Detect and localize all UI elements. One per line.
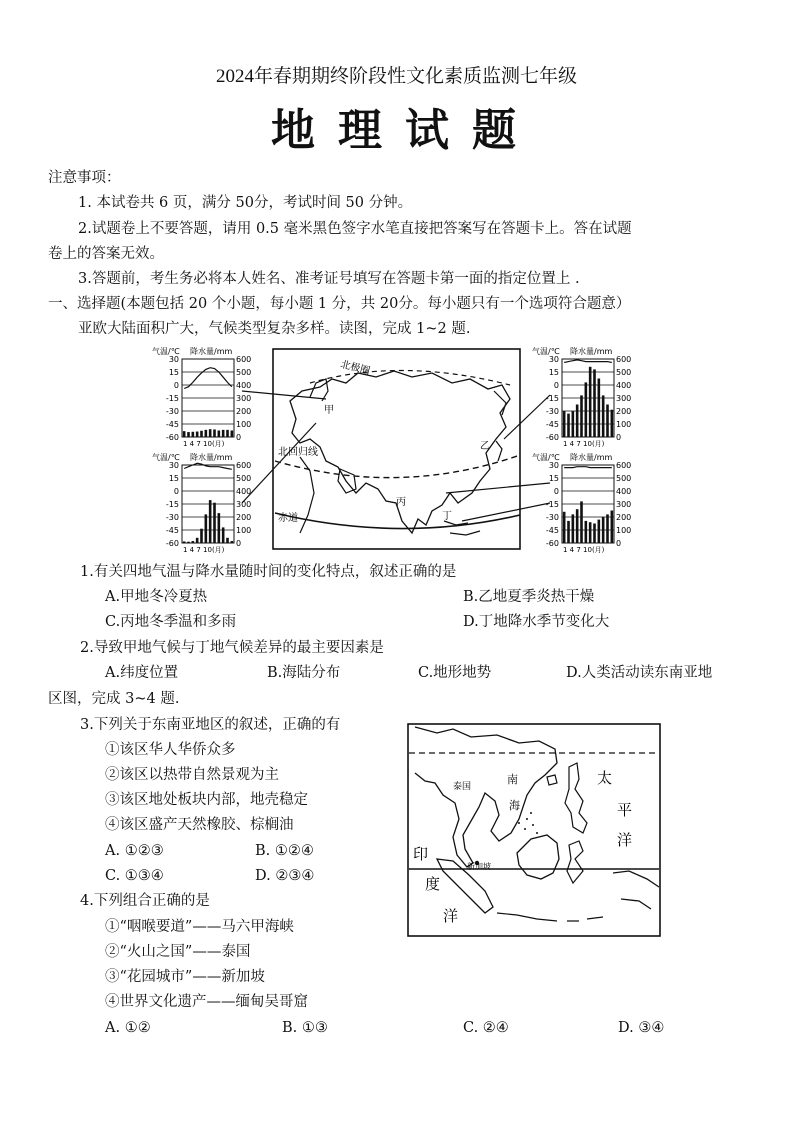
axis-title-precip: 降水量/mm [570,347,613,356]
q3-stem: 3.下列关于东南亚地区的叙述，正确的有 [80,717,341,733]
climate-chart-ding [532,452,631,554]
temp-tick-label: -30 [165,513,179,522]
precip-bar [606,514,609,543]
q3-statement-3: ③该区地处板块内部，地壳稳定 [105,792,308,808]
q2-option-a: A.纬度位置 [105,665,179,681]
label-singapore: 新加坡 [467,862,491,871]
precip-bar [218,431,221,438]
exam-subtitle: 2024年春期期终阶段性文化素质监测七年级 [215,66,577,87]
q4-statement-1: ①“咽喉要道”——马六甲海峡 [105,919,294,935]
temp-tick-label: -60 [165,433,179,442]
temp-tick-label: -30 [165,407,179,416]
month-tick-labels: 1 4 7 10(月) [183,440,225,448]
temp-tick-label: 30 [548,461,559,470]
month-tick-labels: 1 4 7 10(月) [183,546,225,554]
temp-tick-label: 0 [173,487,179,496]
precip-tick-label: 400 [236,487,252,496]
label-ding: 丁 [442,511,452,522]
label-indian-1: 印 [413,845,429,863]
precip-tick-label: 600 [616,461,632,470]
q2-option-d: D.人类活动读东南亚地 [566,665,713,681]
precip-bar [580,501,583,543]
temp-tick-label: 15 [168,474,179,483]
q1-stem: 1.有关四地气温与降水量随时间的变化特点，叙述正确的是 [80,564,457,580]
precip-bar [222,527,225,543]
label-thailand: 泰国 [453,782,472,792]
q4-option-d: D. ③④ [618,1020,665,1036]
precip-bar [196,432,199,437]
climate-chart-yi [532,346,631,448]
precip-tick-label: 500 [616,474,632,483]
precip-bar [611,410,614,437]
precip-tick-label: 200 [616,513,632,522]
precip-bar [218,513,221,543]
temp-tick-label: -45 [165,420,179,429]
arctic-circle-label: 北极圈 [339,359,372,378]
precip-bar [598,379,601,438]
precip-tick-label: 0 [616,433,622,442]
temp-tick-label: 30 [548,355,559,364]
precip-tick-label: 300 [616,500,632,509]
precip-tick-label: 100 [616,420,632,429]
precip-bar [209,500,212,543]
precip-tick-label: 500 [236,368,252,377]
precip-tick-label: 600 [616,355,632,364]
precip-bar [226,538,229,543]
precip-tick-label: 0 [616,539,622,548]
axis-title-precip: 降水量/mm [570,453,613,462]
axis-title-precip: 降水量/mm [190,347,233,356]
precip-bar [572,411,575,437]
notes-heading: 注意事项： [48,170,121,186]
precip-bar [226,430,229,437]
temp-tick-label: -45 [545,526,559,535]
tropic-label: 北回归线 [278,447,318,458]
label-indian-3: 洋 [443,907,459,925]
axis-title-temp: 气温/℃ [532,453,560,462]
precip-bar [598,520,601,543]
label-jia: 甲 [324,405,334,416]
climate-chart-bing [152,452,251,554]
q3-option-c: C. ①③④ [105,868,164,884]
precip-bar [209,429,212,437]
section-intro: 亚欧大陆面积广大，气候类型复杂多样。读图，完成 1~2 题. [78,321,471,337]
note-1: 1. 本试卷共 6 页，满分 50分，考试时间 50 分钟。 [78,195,413,211]
temp-tick-label: -30 [545,407,559,416]
q2-option-c: C.地形地势 [418,665,492,681]
axis-title-temp: 气温/℃ [152,347,180,356]
q3-4-intro: 区图，完成 3~4 题. [48,691,180,707]
month-tick-labels: 1 4 7 10(月) [563,546,605,554]
q3-option-a: A. ①②③ [105,843,164,859]
precip-bar [593,524,596,544]
precip-tick-label: 200 [236,407,252,416]
precip-bar [192,541,195,543]
q3-option-b: B. ①②④ [255,843,314,859]
precip-bar [187,542,190,543]
equator-label: 赤道 [278,513,298,524]
precip-tick-label: 500 [616,368,632,377]
precip-tick-label: 100 [236,526,252,535]
precip-bar [213,503,216,543]
axis-title-temp: 气温/℃ [152,453,180,462]
precip-bar [183,431,186,437]
temp-tick-label: -30 [545,513,559,522]
precip-bar [213,429,216,437]
precip-tick-label: 200 [236,513,252,522]
q2-option-b: B.海陆分布 [267,665,341,681]
q2-stem: 2.导致甲地气候与丁地气候差异的最主要因素是 [80,640,384,656]
precip-bar [593,369,596,437]
q4-option-c: C. ②④ [463,1020,509,1036]
precip-bar [563,411,566,437]
precip-bar [572,514,575,543]
precip-bar [200,529,203,543]
q4-option-a: A. ①② [105,1020,151,1036]
axis-title-precip: 降水量/mm [190,453,233,462]
precip-tick-label: 300 [236,394,252,403]
precip-bar [580,395,583,437]
temp-tick-label: 30 [168,355,179,364]
label-south-china-sea-2: 海 [509,799,520,812]
precip-bar [602,395,605,437]
temp-tick-label: -60 [165,539,179,548]
precip-tick-label: 600 [236,355,252,364]
precip-bar [589,522,592,543]
temp-tick-label: -45 [545,420,559,429]
precip-bar [205,514,208,543]
sea-map-frame [408,724,660,936]
precip-bar [231,541,234,543]
precip-tick-label: 300 [616,394,632,403]
precip-tick-label: 400 [616,381,632,390]
precip-tick-label: 100 [236,420,252,429]
q4-statement-4: ④世界文化遗产——缅甸吴哥窟 [105,994,308,1010]
temp-tick-label: -15 [165,500,179,509]
note-3: 3.答题前，考生务必将本人姓名、准考证号填写在答题卡第一面的指定位置上 . [78,271,580,287]
precip-bar [563,512,566,543]
q4-stem: 4.下列组合正确的是 [80,893,210,909]
precip-bar [567,414,570,437]
note-2-line2: 卷上的答案无效。 [48,246,164,262]
precip-bar [576,509,579,543]
q1-option-d: D.丁地降水季节变化大 [463,614,610,630]
temp-tick-label: -15 [545,500,559,509]
precip-tick-label: 100 [616,526,632,535]
q3-option-d: D. ②③④ [255,868,315,884]
temp-tick-label: 0 [173,381,179,390]
precip-bar [231,431,234,438]
southeast-asia-map [407,723,661,937]
precip-tick-label: 200 [616,407,632,416]
temp-tick-label: 15 [168,368,179,377]
q1-option-a: A.甲地冬冷夏热 [105,589,208,605]
precip-bar [611,511,614,544]
axis-title-temp: 气温/℃ [532,347,560,356]
precip-tick-label: 400 [236,381,252,390]
q3-statement-4: ④该区盛产天然橡胶、棕榈油 [105,817,294,833]
month-tick-labels: 1 4 7 10(月) [563,440,605,448]
label-indian-2: 度 [425,875,441,893]
precip-bar [602,517,605,543]
temp-tick-label: 0 [553,381,559,390]
eurasia-climate-figure [150,343,632,554]
temp-tick-label: 0 [553,487,559,496]
label-pacific-3: 洋 [617,831,633,849]
precip-bar [606,405,609,438]
q4-option-b: B. ①③ [282,1020,328,1036]
precip-bar [187,432,190,437]
exam-title: 地 理 试 题 [271,106,522,155]
climate-chart-jia [152,346,251,448]
note-2-line1: 2.试题卷上不要答题，请用 0.5 毫米黑色签字水笔直接把答案写在答题卡上。答在试题 [78,221,632,237]
q4-statement-2: ②“火山之国”——泰国 [105,944,251,960]
section-heading: 一、选择题(本题包括 20 个小题，每小题 1 分，共 20分。每小题只有一个选项符合题意） [48,296,631,312]
precip-bar [585,382,588,437]
label-pacific-2: 平 [617,801,633,819]
q3-statement-2: ②该区以热带自然景观为主 [105,767,279,783]
precip-tick-label: 500 [236,474,252,483]
temp-tick-label: -15 [545,394,559,403]
precip-tick-label: 600 [236,461,252,470]
precip-tick-label: 0 [236,539,242,548]
precip-bar [196,538,199,543]
q1-option-b: B.乙地夏季炎热干燥 [463,589,595,605]
temp-tick-label: -60 [545,433,559,442]
temp-tick-label: 30 [168,461,179,470]
precip-tick-label: 400 [616,487,632,496]
label-bing: 丙 [396,497,406,508]
label-pacific-1: 太 [597,769,613,787]
temp-tick-label: -15 [165,394,179,403]
precip-bar [183,541,186,543]
precip-tick-label: 300 [236,500,252,509]
precip-bar [192,432,195,437]
label-yi: 乙 [480,441,490,452]
precip-bar [200,431,203,437]
temp-tick-label: 15 [548,474,559,483]
precip-bar [589,367,592,437]
q1-option-c: C.丙地冬季温和多雨 [105,614,237,630]
precip-bar [576,405,579,438]
temp-tick-label: -60 [545,539,559,548]
precip-bar [205,430,208,437]
q3-statement-1: ①该区华人华侨众多 [105,742,236,758]
label-south-china-sea-1: 南 [507,773,518,786]
precip-bar [222,430,225,437]
q4-statement-3: ③“花园城市”——新加坡 [105,969,265,985]
precip-bar [567,521,570,543]
temp-tick-label: -45 [165,526,179,535]
precip-tick-label: 0 [236,433,242,442]
precip-bar [585,521,588,543]
temp-tick-label: 15 [548,368,559,377]
